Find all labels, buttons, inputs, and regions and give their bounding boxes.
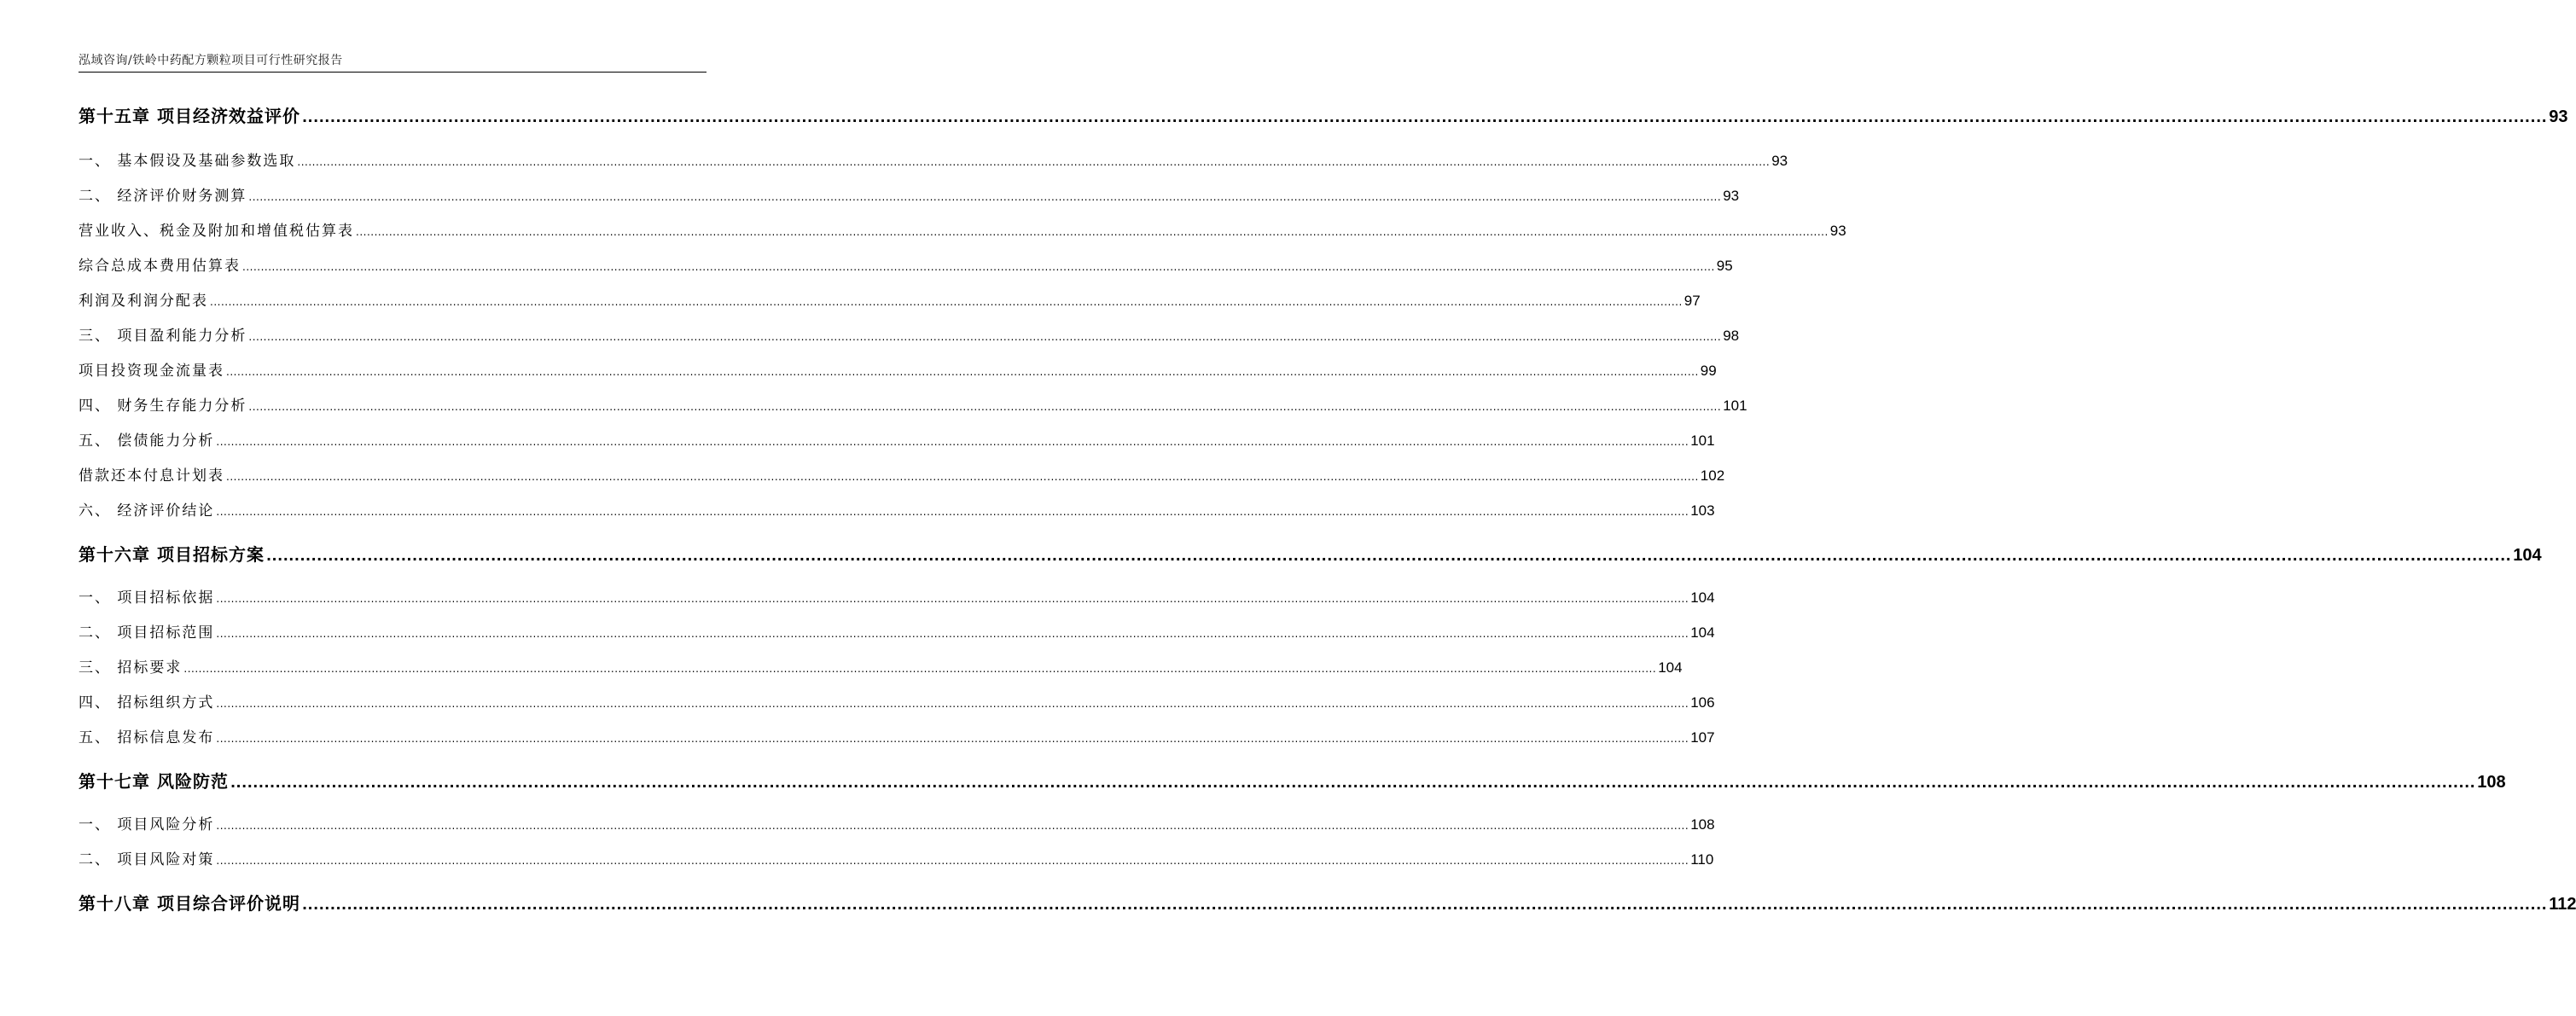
toc-section[interactable] [79,218,1846,241]
toc-dot-leader: ................................................................................................................................................................................................................................................................................................................................................................................................................ [265,548,2512,564]
table-of-contents [79,0,2576,1016]
toc-page-number: 104 [1658,659,1683,676]
toc-dot-leader: ................................................................................................................................................................................................................................................................................................................................................................................................................ [216,628,1689,640]
toc-entry-title: 二、 项目风险对策 [79,851,215,868]
toc-section[interactable] [79,498,1715,520]
toc-page-number: 104 [2513,546,2542,565]
toc-dot-leader: ................................................................................................................................................................................................................................................................................................................................................................................................................ [216,593,1689,605]
toc-section[interactable] [79,428,1715,450]
toc-section[interactable] [79,288,1701,311]
toc-section[interactable] [79,620,1715,642]
toc-page-number: 102 [1700,467,1725,484]
toc-entry-title: 营业收入、税金及附加和增值税估算表 [79,223,354,240]
toc-page-number: 93 [1771,153,1788,169]
toc-dot-leader: ................................................................................................................................................................................................................................................................................................................................................................................................................ [226,366,1699,378]
toc-dot-leader: ................................................................................................................................................................................................................................................................................................................................................................................................................ [248,191,1722,203]
toc-section[interactable] [79,725,1715,747]
toc-page-number: 106 [1690,694,1715,711]
toc-section[interactable] [79,655,1683,677]
toc-section[interactable] [79,358,1717,380]
toc-dot-leader: ................................................................................................................................................................................................................................................................................................................................................................................................................ [183,663,1657,675]
toc-entry-title: 一、 基本假设及基础参数选取 [79,153,296,170]
toc-page-number: 112 [2549,895,2576,914]
toc-dot-leader: ................................................................................................................................................................................................................................................................................................................................................................................................................ [301,897,2548,913]
toc-entry-title: 四、 财务生存能力分析 [79,398,247,415]
toc-chapter-15[interactable] [79,102,2568,128]
toc-dot-leader: ................................................................................................................................................................................................................................................................................................................................................................................................................ [248,331,1722,343]
toc-page-number: 98 [1723,328,1740,344]
toc-dot-leader: ................................................................................................................................................................................................................................................................................................................................................................................................................ [216,820,1689,832]
toc-entry-title: 第十七章 风险防范 [79,771,229,792]
toc-dot-leader: ................................................................................................................................................................................................................................................................................................................................................................................................................ [356,226,1829,238]
toc-dot-leader: ................................................................................................................................................................................................................................................................................................................................................................................................................ [216,855,1689,867]
running-header: 泓域咨询/铁岭中药配方颗粒项目可行性研究报告 [79,54,343,67]
toc-entry-title: 综合总成本费用估算表 [79,258,241,275]
toc-page-number: 108 [1690,816,1715,833]
toc-dot-leader: ................................................................................................................................................................................................................................................................................................................................................................................................................ [226,471,1699,483]
toc-section[interactable] [79,183,1740,206]
toc-dot-leader: ................................................................................................................................................................................................................................................................................................................................................................................................................ [216,733,1689,745]
toc-section[interactable] [79,253,1733,276]
toc-dot-leader: ................................................................................................................................................................................................................................................................................................................................................................................................................ [297,156,1771,168]
toc-page-number: 101 [1690,433,1715,449]
toc-dot-leader: ................................................................................................................................................................................................................................................................................................................................................................................................................ [242,261,1715,273]
toc-page-number: 108 [2477,773,2506,792]
toc-entry-title: 二、 经济评价财务测算 [79,188,247,205]
toc-entry-title: 第十八章 项目综合评价说明 [79,893,300,914]
toc-page-number: 104 [1690,589,1715,606]
toc-entry-title: 三、 项目盈利能力分析 [79,328,247,345]
toc-entry-title: 第十六章 项目招标方案 [79,544,265,565]
toc-page-number: 93 [1723,188,1740,204]
toc-section[interactable] [79,148,1788,171]
toc-section[interactable] [79,690,1715,712]
toc-entry-title: 五、 偿债能力分析 [79,433,215,450]
toc-section[interactable] [79,323,1740,345]
toc-dot-leader: ................................................................................................................................................................................................................................................................................................................................................................................................................ [210,296,1683,308]
toc-page-number: 103 [1690,502,1715,519]
toc-section[interactable] [79,847,1714,869]
toc-entry-title: 第十五章 项目经济效益评价 [79,106,300,126]
toc-dot-leader: ................................................................................................................................................................................................................................................................................................................................................................................................................ [248,401,1722,413]
toc-page-number: 99 [1700,363,1717,379]
toc-entry-title: 五、 招标信息发布 [79,729,215,746]
toc-page-number: 93 [2549,107,2568,126]
toc-section[interactable] [79,463,1725,485]
toc-page-number: 93 [1829,223,1846,239]
toc-entry-title: 六、 经济评价结论 [79,502,215,520]
toc-chapter-17[interactable] [79,768,2506,793]
toc-page-number: 107 [1690,729,1715,746]
toc-dot-leader: ................................................................................................................................................................................................................................................................................................................................................................................................................ [301,109,2548,125]
toc-page-number: 97 [1683,293,1701,309]
toc-entry-title: 项目投资现金流量表 [79,363,224,380]
toc-dot-leader: ................................................................................................................................................................................................................................................................................................................................................................................................................ [216,436,1689,448]
toc-entry-title: 利润及利润分配表 [79,293,208,310]
toc-page-number: 95 [1716,258,1733,274]
toc-entry-title: 三、 招标要求 [79,659,183,676]
toc-section[interactable] [79,393,1747,415]
toc-page-number: 110 [1690,851,1714,868]
toc-entry-title: 借款还本付息计划表 [79,467,224,485]
toc-chapter-16[interactable] [79,541,2542,566]
toc-section[interactable] [79,585,1715,607]
toc-dot-leader: ................................................................................................................................................................................................................................................................................................................................................................................................................ [216,698,1689,710]
toc-dot-leader: ................................................................................................................................................................................................................................................................................................................................................................................................................ [230,775,2476,791]
toc-chapter-18[interactable] [79,890,2576,915]
toc-entry-title: 一、 项目招标依据 [79,589,215,607]
toc-page-number: 104 [1690,624,1715,641]
toc-section[interactable] [79,812,1715,834]
toc-page-number: 101 [1723,398,1747,414]
toc-entry-title: 四、 招标组织方式 [79,694,215,711]
toc-entry-title: 一、 项目风险分析 [79,816,215,833]
toc-dot-leader: ................................................................................................................................................................................................................................................................................................................................................................................................................ [216,506,1689,518]
toc-entry-title: 二、 项目招标范围 [79,624,215,642]
